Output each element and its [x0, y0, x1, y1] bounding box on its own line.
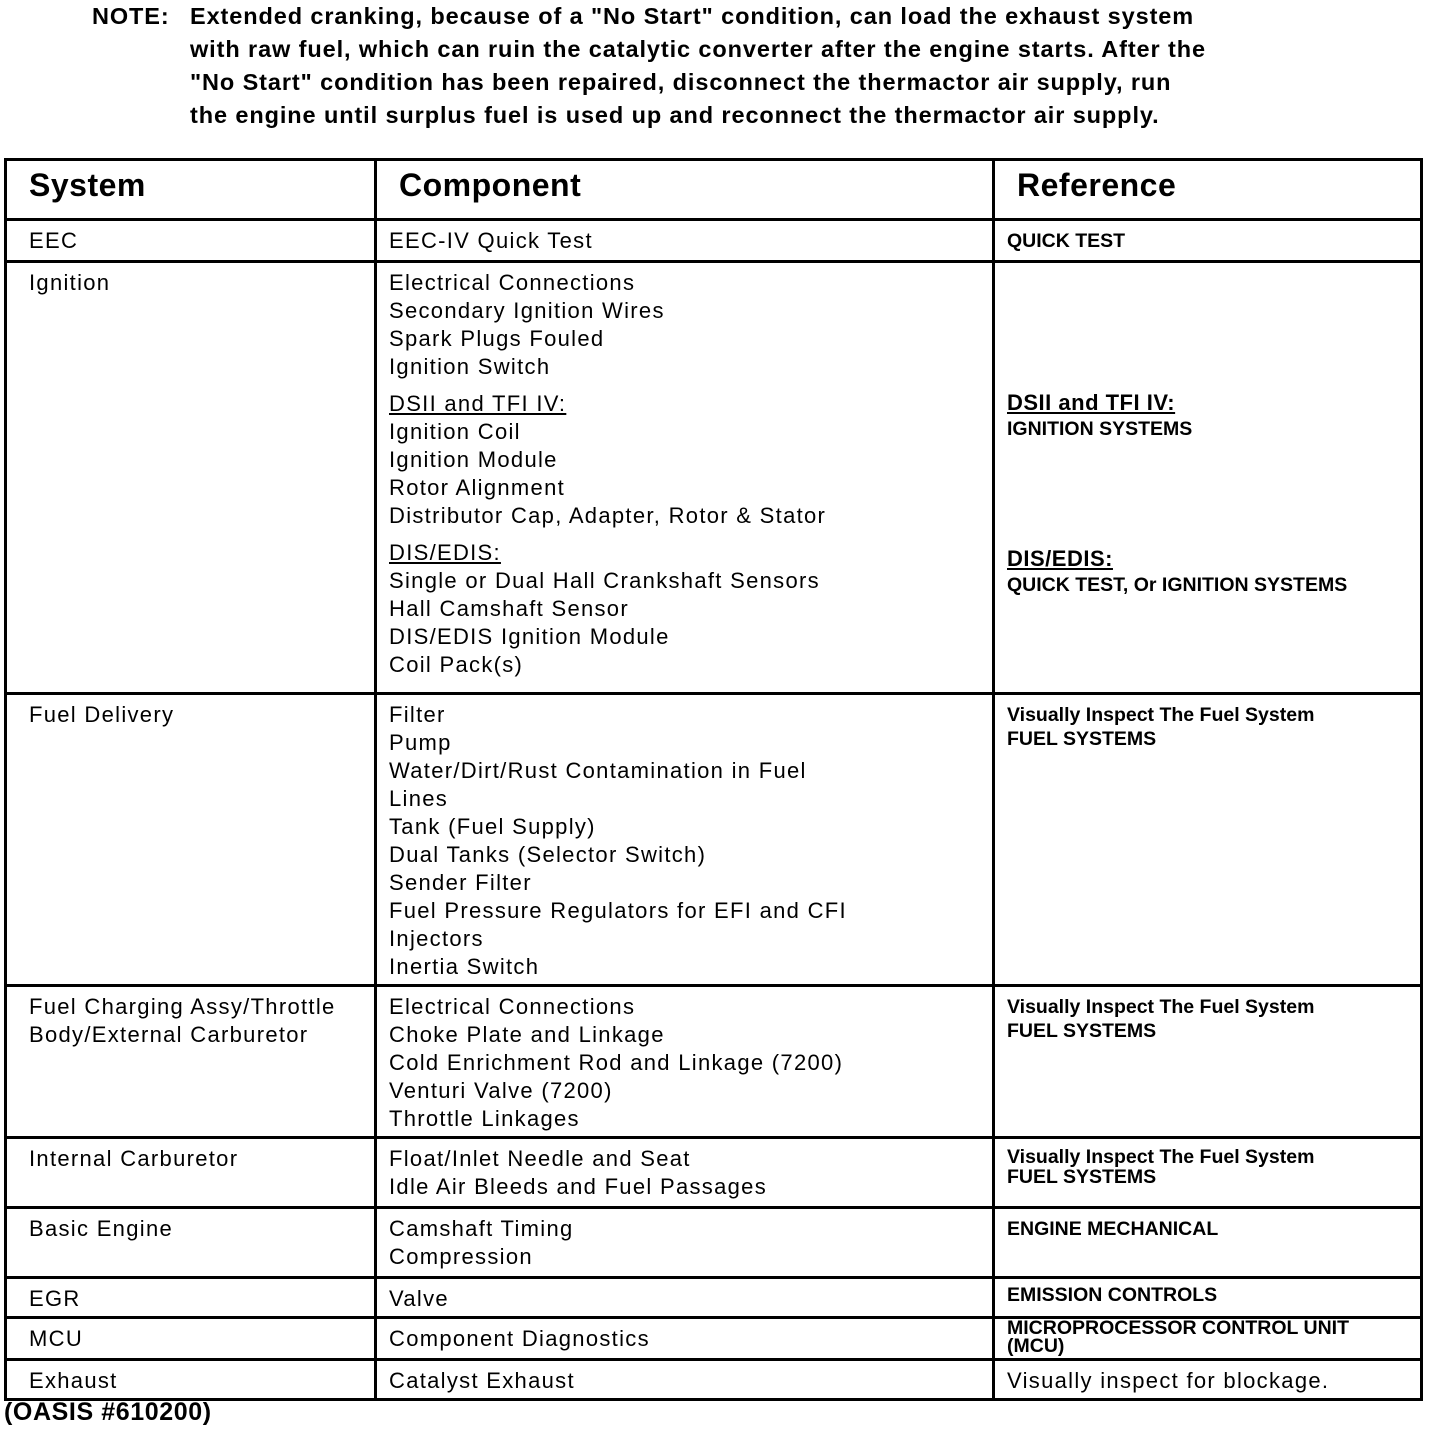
system-cell: Fuel Delivery — [6, 694, 376, 986]
table-row-internal-carburetor — [6, 1138, 1422, 1208]
system-cell: Internal Carburetor — [6, 1138, 376, 1208]
reference-item: Visually Inspect The Fuel System — [1007, 1146, 1315, 1168]
component-cell — [376, 694, 994, 986]
component-item: DIS/EDIS Ignition Module — [389, 624, 670, 649]
component-item: Injectors — [389, 926, 484, 951]
reference-item: MICROPROCESSOR CONTROL UNIT — [1007, 1317, 1349, 1339]
system-cell: EEC — [6, 220, 376, 262]
reference-cell: QUICK TEST — [994, 220, 1422, 262]
component-item: Dual Tanks (Selector Switch) — [389, 842, 707, 867]
system-line: Body/External Carburetor — [29, 1022, 309, 1047]
reference-item: FUEL SYSTEMS — [1007, 1020, 1157, 1042]
component-item: Venturi Valve (7200) — [389, 1078, 613, 1103]
table-row-mcu — [6, 1318, 1422, 1360]
header-system: System — [6, 160, 376, 220]
component-item: Spark Plugs Fouled — [389, 326, 605, 351]
table-row-fuel-delivery — [6, 694, 1422, 986]
note-line: Extended cranking, because of a "No Start" condition, can load the exhaust system — [190, 3, 1195, 29]
system-cell: Exhaust — [6, 1360, 376, 1400]
component-item: Ignition Coil — [389, 419, 521, 444]
reference-subheading: DSII and TFI IV: — [1007, 390, 1176, 415]
system-line: Fuel Charging Assy/Throttle — [29, 994, 336, 1019]
component-item: Compression — [389, 1244, 533, 1269]
diagnosis-table — [4, 158, 1423, 1401]
component-cell: Valve — [376, 1278, 994, 1318]
component-item: Fuel Pressure Regulators for EFI and CFI — [389, 898, 847, 923]
system-cell — [6, 986, 376, 1138]
header-component: Component — [376, 160, 994, 220]
component-item: Idle Air Bleeds and Fuel Passages — [389, 1174, 767, 1199]
oasis-reference: (OASIS #610200) — [4, 1398, 212, 1426]
component-item: Tank (Fuel Supply) — [389, 814, 596, 839]
reference-cell — [994, 986, 1422, 1138]
header-row — [6, 160, 1422, 220]
component-subheading: DSII and TFI IV: — [389, 391, 567, 416]
component-item: Coil Pack(s) — [389, 652, 524, 677]
component-item: Cold Enrichment Rod and Linkage (7200) — [389, 1050, 844, 1075]
component-item: Camshaft Timing — [389, 1216, 574, 1241]
reference-item: FUEL SYSTEMS — [1007, 1166, 1157, 1188]
reference-item: (MCU) — [1007, 1335, 1065, 1357]
note-line: with raw fuel, which can ruin the catalytic converter after the engine starts. After the — [190, 36, 1206, 62]
component-item: Single or Dual Hall Crankshaft Sensors — [389, 568, 820, 593]
table-row-egr — [6, 1278, 1422, 1318]
component-item: Hall Camshaft Sensor — [389, 596, 629, 621]
system-cell: Basic Engine — [6, 1208, 376, 1278]
component-item: Lines — [389, 786, 449, 811]
reference-cell: Visually inspect for blockage. — [994, 1360, 1422, 1400]
note-label: NOTE: — [92, 3, 170, 29]
system-cell: EGR — [6, 1278, 376, 1318]
header-reference: Reference — [994, 160, 1422, 220]
component-item: Pump — [389, 730, 452, 755]
reference-cell: EMISSION CONTROLS — [994, 1278, 1422, 1318]
component-cell — [376, 1208, 994, 1278]
component-cell: Catalyst Exhaust — [376, 1360, 994, 1400]
component-item: Rotor Alignment — [389, 475, 566, 500]
reference-cell — [994, 1318, 1422, 1360]
component-cell — [376, 1138, 994, 1208]
component-cell: EEC-IV Quick Test — [376, 220, 994, 262]
reference-cell — [994, 262, 1422, 694]
reference-item: IGNITION SYSTEMS — [1007, 418, 1193, 440]
reference-cell: ENGINE MECHANICAL — [994, 1208, 1422, 1278]
component-item: Float/Inlet Needle and Seat — [389, 1146, 691, 1171]
reference-item: Visually Inspect The Fuel System — [1007, 704, 1315, 726]
component-cell — [376, 262, 994, 694]
component-item: Distributor Cap, Adapter, Rotor & Stator — [389, 503, 827, 528]
table-row-basic-engine — [6, 1208, 1422, 1278]
reference-subheading: DIS/EDIS: — [1007, 546, 1113, 571]
component-item: Throttle Linkages — [389, 1106, 580, 1131]
component-item: Secondary Ignition Wires — [389, 298, 665, 323]
component-item: Filter — [389, 702, 446, 727]
table-row-exhaust — [6, 1360, 1422, 1400]
reference-item: QUICK TEST, Or IGNITION SYSTEMS — [1007, 574, 1348, 596]
component-item: Ignition Switch — [389, 354, 551, 379]
table-row-ignition — [6, 262, 1422, 694]
component-item: Ignition Module — [389, 447, 558, 472]
component-subheading: DIS/EDIS: — [389, 540, 501, 565]
reference-item: FUEL SYSTEMS — [1007, 728, 1157, 750]
component-item: Water/Dirt/Rust Contamination in Fuel — [389, 758, 807, 783]
component-item: Electrical Connections — [389, 994, 636, 1019]
system-cell: Ignition — [6, 262, 376, 694]
component-item: Sender Filter — [389, 870, 532, 895]
component-item: Choke Plate and Linkage — [389, 1022, 665, 1047]
reference-cell — [994, 1138, 1422, 1208]
reference-cell — [994, 694, 1422, 986]
note-line: "No Start" condition has been repaired, disconnect the thermactor air supply, run — [190, 69, 1172, 95]
component-item: Electrical Connections — [389, 270, 636, 295]
system-cell: MCU — [6, 1318, 376, 1360]
component-cell — [376, 986, 994, 1138]
table-row-eec — [6, 220, 1422, 262]
component-cell: Component Diagnostics — [376, 1318, 994, 1360]
note-line: the engine until surplus fuel is used up and reconnect the thermactor air supply. — [190, 102, 1160, 128]
table-row-fuel-charging — [6, 986, 1422, 1138]
component-item: Inertia Switch — [389, 954, 540, 979]
reference-item: Visually Inspect The Fuel System — [1007, 996, 1315, 1018]
